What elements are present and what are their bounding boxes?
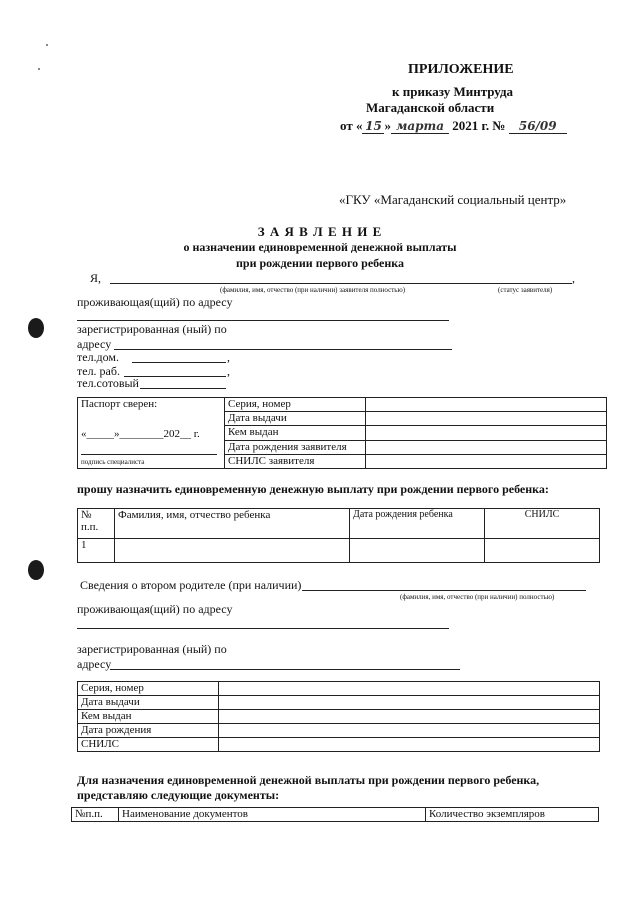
tel-home-label: тел.дом. bbox=[77, 350, 120, 364]
punch-hole bbox=[28, 560, 44, 580]
passport-date-line: «_____»________202__ г. bbox=[81, 428, 200, 440]
child-birth-cell[interactable] bbox=[350, 539, 485, 563]
docs-col-name: Наименование документов bbox=[119, 808, 426, 822]
appendix-date-line: от « 15 » марта 2021 г. № 56/09 bbox=[340, 118, 567, 134]
passport-row-value[interactable] bbox=[366, 426, 607, 440]
col-num-header: № п.п. bbox=[78, 509, 115, 539]
col-fio-header: Фамилия, имя, отчество ребенка bbox=[115, 509, 350, 539]
docs-col-num: №п.п. bbox=[72, 808, 119, 822]
passport-verified-cell bbox=[78, 398, 225, 469]
col-birth-header: Дата рождения ребенка bbox=[350, 509, 485, 539]
child-table bbox=[77, 508, 600, 563]
second-parent-residing-line[interactable] bbox=[77, 628, 449, 629]
passport-row-label: Серия, номер bbox=[225, 398, 366, 412]
form-subtitle-2: при рождении первого ребенка bbox=[236, 256, 404, 270]
documents-table bbox=[71, 807, 599, 822]
residing-address-line[interactable] bbox=[77, 320, 449, 321]
second-parent-registered-line[interactable] bbox=[110, 669, 460, 670]
passport-row-label: Кем выдан bbox=[225, 426, 366, 440]
scan-speck bbox=[38, 68, 40, 70]
tel-work-line[interactable] bbox=[124, 376, 226, 377]
fio-hint: (фамилия, имя, отчество (при наличии) заявителя полностью) bbox=[220, 286, 406, 294]
ya-label: Я, bbox=[90, 271, 102, 285]
scan-speck bbox=[46, 44, 48, 46]
form-title: З А Я В Л Е Н И Е bbox=[257, 224, 383, 239]
parent-row-value[interactable] bbox=[219, 738, 600, 752]
parent-row-value[interactable] bbox=[219, 696, 600, 710]
residing-label: проживающая(щий) по адресу bbox=[77, 295, 233, 309]
second-parent-residing-label: проживающая(щий) по адресу bbox=[77, 602, 233, 616]
tel-mobile-label: тел.сотовый bbox=[77, 376, 139, 390]
tel-mobile-line[interactable] bbox=[140, 388, 226, 389]
docs-col-count: Количество экземпляров bbox=[426, 808, 599, 822]
passport-row-label: СНИЛС заявителя bbox=[225, 454, 366, 468]
passport-row-label: Дата выдачи bbox=[225, 412, 366, 426]
recipient: «ГКУ «Магаданский социальный центр» bbox=[339, 192, 567, 207]
second-parent-label: Сведения о втором родителе (при наличии) bbox=[80, 578, 302, 592]
parent-row-label: СНИЛС bbox=[78, 738, 219, 752]
tel-home-line[interactable] bbox=[132, 362, 226, 363]
passport-verified-label: Паспорт сверен: bbox=[81, 398, 158, 410]
second-parent-fio-hint: (фамилия, имя, отчество (при наличии) полностью) bbox=[400, 593, 555, 601]
parent-row-label: Серия, номер bbox=[78, 682, 219, 696]
signature-hint: подпись специалиста bbox=[81, 458, 145, 466]
parent-row-value[interactable] bbox=[219, 682, 600, 696]
form-subtitle-1: о назначении единовременной денежной выплаты bbox=[183, 240, 457, 254]
handwritten-day: 15 bbox=[362, 119, 384, 134]
passport-row-value[interactable] bbox=[366, 398, 607, 412]
parent-row-value[interactable] bbox=[219, 710, 600, 724]
handwritten-month: марта bbox=[391, 119, 449, 134]
parent-row-label: Дата рождения bbox=[78, 724, 219, 738]
documents-text-1: Для назначения единовременной денежной выплаты при рождении первого ребенка, bbox=[77, 773, 540, 787]
request-text: прошу назначить единовременную денежную выплату при рождении первого ребенка: bbox=[77, 482, 549, 496]
passport-row-value[interactable] bbox=[366, 454, 607, 468]
applicant-name-line[interactable] bbox=[110, 283, 572, 284]
appendix-title: ПРИЛОЖЕНИЕ bbox=[408, 62, 514, 77]
punch-hole bbox=[28, 318, 44, 338]
child-fio-cell[interactable] bbox=[115, 539, 350, 563]
registered-address-line[interactable] bbox=[114, 349, 452, 350]
parent-row-label: Дата выдачи bbox=[78, 696, 219, 710]
appendix-line2: Магаданской области bbox=[366, 100, 495, 115]
appendix-line1: к приказу Минтруда bbox=[392, 84, 514, 99]
passport-table bbox=[77, 397, 607, 469]
parent-row-value[interactable] bbox=[219, 724, 600, 738]
passport-row-label: Дата рождения заявителя bbox=[225, 440, 366, 454]
documents-text-2: представляю следующие документы: bbox=[77, 788, 280, 802]
registered-label: зарегистрированная (ный) по bbox=[77, 322, 227, 336]
child-snils-cell[interactable] bbox=[485, 539, 600, 563]
second-parent-name-line[interactable] bbox=[302, 590, 586, 591]
col-snils-header: СНИЛС bbox=[485, 509, 600, 539]
parent-table bbox=[77, 681, 600, 752]
passport-row-value[interactable] bbox=[366, 412, 607, 426]
handwritten-number: 56/09 bbox=[509, 119, 567, 134]
tel-work-label: тел. раб. bbox=[77, 364, 120, 378]
row-num: 1 bbox=[78, 539, 115, 563]
passport-row-value[interactable] bbox=[366, 440, 607, 454]
parent-row-label: Кем выдан bbox=[78, 710, 219, 724]
second-parent-registered-label: зарегистрированная (ный) по bbox=[77, 642, 227, 656]
status-hint: (статус заявителя) bbox=[498, 286, 553, 294]
